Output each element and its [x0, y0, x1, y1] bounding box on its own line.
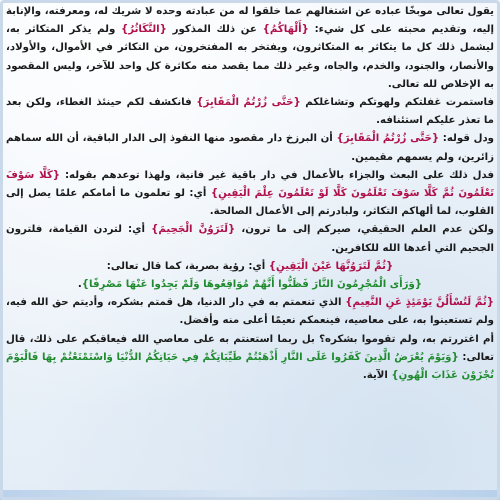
commentary-text: الذي تنعمتم به في دار الدنيا، هل قمتم بشكره، وأديتم حق الله فيه، ولم تستعينوا به، على معاصيه، فينعمكم نعيمًا أعلى منه وأفضل.: [6, 297, 494, 327]
paragraph: [6, 276, 494, 294]
commentary-text: أي: لتردن القيامة، فلترون الجحيم التي أعدها الله للكافرين.: [6, 224, 494, 254]
paragraph: [6, 258, 494, 276]
commentary-text: أي: رؤية بصرية، كما قال تعالى:: [106, 260, 269, 272]
bottom-decorative-band: [0, 490, 500, 500]
quran-verse: {كَلَّا سَوْفَ تَعْلَمُونَ ثُمَّ كَلَّا سَوْفَ تَعْلَمُونَ كَلَّا لَوْ تَعْلَمُونَ عِلْمَ الْيَقِينِ}: [6, 169, 494, 200]
commentary-text: أي: لو تعلمون ما أمامكم علمًا يصل إلى القلوب، لما ألهاكم التكاثر، ولبادرتم إلى الأعمال الصالحة.: [6, 188, 494, 218]
commentary-text: ولكن عدم العلم الحقيقي، صيركم إلى ما ترون،: [235, 224, 494, 236]
paragraph: [6, 331, 494, 386]
quran-verse-quoted: {وَرَأَى الْمُجْرِمُونَ النَّارَ فَظَنُّوا أَنَّهُمْ مُوَاقِعُوهَا وَلَمْ يَجِدُوا عَنْهَا مَصْرِفًا}: [81, 279, 423, 291]
commentary-text: ودل قوله:: [439, 133, 495, 145]
quran-verse: {أَلْهَاكُمُ}: [262, 24, 309, 36]
commentary-text: فدل ذلك على البعث والجزاء بالأعمال في دار باقية غير فانية، ولهذا توعدهم بقوله:: [60, 169, 495, 181]
commentary-text: الآية.: [362, 370, 392, 382]
paragraph: [6, 3, 494, 94]
quran-verse-quoted: {وَيَوْمَ يُعْرَضُ الَّذِينَ كَفَرُوا عَلَى النَّارِ أَذْهَبْتُمْ طَيِّبَاتِكُمْ فِي حَيَاتِكُمُ الدُّنْيَا وَاسْتَمْتَعْتُمْ بِهَا فَالْيَوْمَ تُجْزَوْنَ عَذَابَ الْهُونِ}: [6, 351, 494, 382]
commentary-text: أم اغتررتم به، ولم تقوموا بشكره؟ بل ربما استعنتم به على معاصي الله فيعاقبكم على ذلك، قال تعالى:: [6, 333, 494, 363]
quran-verse: {ثُمَّ لَتَرَوُنَّهَا عَيْنَ الْيَقِينِ}: [268, 260, 394, 272]
commentary-text: يقول تعالى موبخًا عباده عن اشتغالهم عما خلقوا له من عبادته وحده لا شريك له، ومعرفته، والإنابة إليه، وتقديم محبته على كل شيء:: [6, 6, 494, 36]
quran-verse: {التَّكَاثُرُ}: [121, 24, 167, 36]
commentary-text: .: [77, 279, 82, 291]
quran-verse: {لَتَرَوُنَّ الْجَحِيمَ}: [151, 224, 236, 236]
quran-verse: {حَتَّى زُرْتُمُ الْمَقَابِرَ}: [336, 133, 440, 145]
tafsir-text-body: [6, 3, 494, 490]
paragraph: [6, 221, 494, 257]
commentary-text: أن البرزخ دار مقصود منها النفوذ إلى الدار الباقية، أن الله سماهم زائرين، ولم يسمهم مقيمين.: [6, 133, 494, 163]
commentary-text: فاستمرت غفلتكم ولهوتكم وتشاغلكم: [300, 97, 494, 109]
paragraph: [6, 167, 494, 222]
paragraph: [6, 294, 494, 330]
paragraph: [6, 94, 494, 130]
quran-verse: {حَتَّى زُرْتُمُ الْمَقَابِرَ}: [196, 97, 301, 109]
paragraph: [6, 130, 494, 166]
commentary-text: عن ذلك المذكور: [166, 24, 263, 36]
commentary-text: فانكشف لكم حينئذ الغطاء، ولكن بعد ما تعذر عليكم استئنافه.: [6, 97, 494, 127]
quran-verse: {ثُمَّ لَتُسْأَلُنَّ يَوْمَئِذٍ عَنِ النَّعِيمِ}: [345, 297, 494, 309]
commentary-text: ولم يذكر المتكاثر به، ليشمل ذلك كل ما يتكاثر به المتكاثرون، ويفتخر به المفتخرون، من التكاثر في الأموال، والأولاد، والأنصار، والجنود، والخدم، والجاه، وغير ذلك مما يقصد منه مكاثرة كل واحد للآخر، وليس المقصود به الإخلاص لله تعالى.: [6, 24, 494, 90]
